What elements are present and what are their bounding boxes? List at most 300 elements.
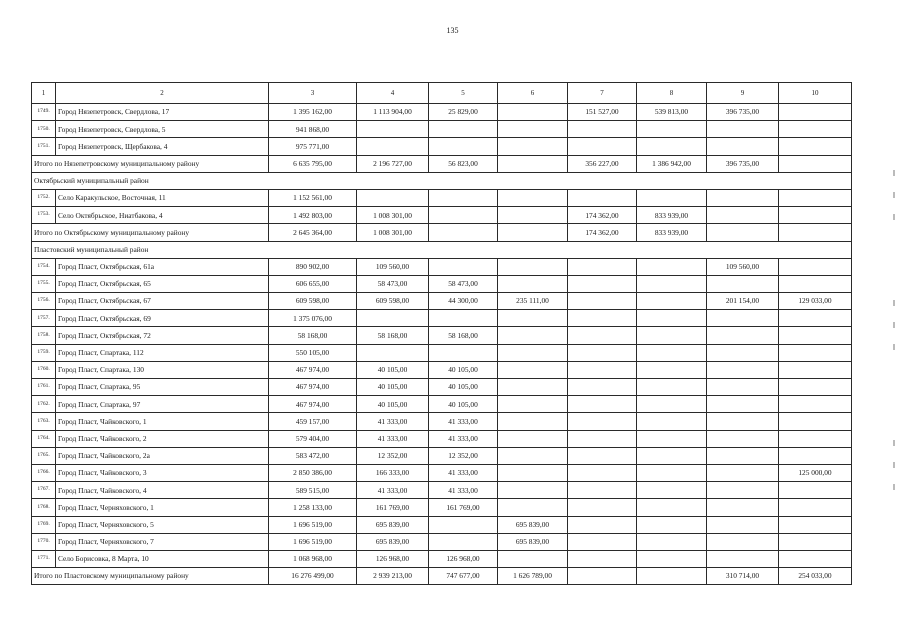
amount-cell: 833 939,00	[637, 207, 707, 224]
amount-cell	[568, 310, 637, 327]
amount-cell: 40 105,00	[429, 396, 498, 413]
address-cell: Город Пласт, Октябрьская, 65	[56, 275, 269, 292]
total-value-cell: 2 939 213,00	[357, 568, 429, 585]
amount-cell	[568, 138, 637, 155]
total-value-cell: 254 033,00	[779, 568, 852, 585]
amount-cell: 40 105,00	[429, 379, 498, 396]
total-label: Итого по Пластовскому муниципальному району	[32, 568, 269, 585]
amount-cell	[568, 189, 637, 206]
amount-cell: 12 352,00	[429, 447, 498, 464]
amount-cell	[357, 189, 429, 206]
total-value-cell	[498, 155, 568, 172]
amount-cell	[707, 275, 779, 292]
column-header: 2	[56, 83, 269, 104]
total-value-cell: 2 645 364,00	[269, 224, 357, 241]
amount-cell	[779, 104, 852, 121]
total-value-cell: 1 386 942,00	[637, 155, 707, 172]
amount-cell: 41 333,00	[429, 413, 498, 430]
amount-cell	[568, 430, 637, 447]
row-number-cell: 1771.	[32, 550, 56, 567]
amount-cell	[568, 396, 637, 413]
table-row	[32, 327, 852, 344]
table-row	[32, 447, 852, 464]
amount-cell	[779, 189, 852, 206]
amount-cell: 467 974,00	[269, 379, 357, 396]
amount-cell	[568, 327, 637, 344]
amount-cell: 129 033,00	[779, 293, 852, 310]
table-row	[32, 516, 852, 533]
amount-cell	[779, 275, 852, 292]
amount-cell	[498, 258, 568, 275]
amount-cell	[498, 121, 568, 138]
amount-cell	[637, 482, 707, 499]
amount-cell	[637, 447, 707, 464]
amount-cell: 1 152 561,00	[269, 189, 357, 206]
row-number-cell: 1763.	[32, 413, 56, 430]
address-cell: Село Каракульское, Восточная, 11	[56, 189, 269, 206]
total-value-cell: 747 677,00	[429, 568, 498, 585]
amount-cell	[498, 138, 568, 155]
total-value-cell: 56 823,00	[429, 155, 498, 172]
amount-cell	[429, 533, 498, 550]
amount-cell	[637, 516, 707, 533]
column-header: 6	[498, 83, 568, 104]
amount-cell: 201 154,00	[707, 293, 779, 310]
amount-cell	[429, 207, 498, 224]
page-number: 135	[446, 26, 459, 35]
address-cell: Город Пласт, Черняховского, 1	[56, 499, 269, 516]
table-row	[32, 189, 852, 206]
amount-cell: 44 300,00	[429, 293, 498, 310]
amount-cell	[429, 189, 498, 206]
address-cell: Город Пласт, Октябрьская, 72	[56, 327, 269, 344]
amount-cell: 583 472,00	[269, 447, 357, 464]
amount-cell: 109 560,00	[707, 258, 779, 275]
amount-cell: 579 404,00	[269, 430, 357, 447]
amount-cell	[779, 396, 852, 413]
table-row	[32, 258, 852, 275]
address-cell: Город Пласт, Чайковского, 2	[56, 430, 269, 447]
table-row	[32, 361, 852, 378]
amount-cell: 235 111,00	[498, 293, 568, 310]
amount-cell: 1 258 133,00	[269, 499, 357, 516]
row-number-cell: 1765.	[32, 447, 56, 464]
table-row	[32, 121, 852, 138]
amount-cell	[637, 138, 707, 155]
column-header: 10	[779, 83, 852, 104]
amount-cell	[637, 430, 707, 447]
address-cell: Город Пласт, Черняховского, 5	[56, 516, 269, 533]
amount-cell	[707, 379, 779, 396]
table-row	[32, 396, 852, 413]
total-value-cell: 16 276 499,00	[269, 568, 357, 585]
amount-cell	[707, 464, 779, 481]
amount-cell	[779, 138, 852, 155]
amount-cell	[568, 379, 637, 396]
amount-cell: 941 868,00	[269, 121, 357, 138]
amount-cell	[498, 447, 568, 464]
amount-cell	[637, 550, 707, 567]
amount-cell	[779, 344, 852, 361]
amount-cell	[707, 121, 779, 138]
total-value-cell	[779, 224, 852, 241]
amount-cell	[357, 310, 429, 327]
amount-cell	[568, 258, 637, 275]
amount-cell: 550 105,00	[269, 344, 357, 361]
amount-cell	[498, 430, 568, 447]
amount-cell	[637, 310, 707, 327]
amount-cell	[568, 447, 637, 464]
table-row	[32, 550, 852, 567]
amount-cell: 396 735,00	[707, 104, 779, 121]
column-header: 7	[568, 83, 637, 104]
address-cell: Город Пласт, Спартака, 95	[56, 379, 269, 396]
amount-cell: 1 696 519,00	[269, 533, 357, 550]
total-value-cell: 174 362,00	[568, 224, 637, 241]
amount-cell	[779, 310, 852, 327]
amount-cell	[498, 396, 568, 413]
row-number-cell: 1756.	[32, 293, 56, 310]
amount-cell: 975 771,00	[269, 138, 357, 155]
total-label: Итого по Нязепетровскому муниципальному району	[32, 155, 269, 172]
total-value-cell: 356 227,00	[568, 155, 637, 172]
row-number-cell: 1769.	[32, 516, 56, 533]
amount-cell	[707, 207, 779, 224]
address-cell: Город Пласт, Спартака, 112	[56, 344, 269, 361]
amount-cell	[779, 413, 852, 430]
address-cell: Город Пласт, Черняховского, 7	[56, 533, 269, 550]
column-header: 8	[637, 83, 707, 104]
amount-cell: 40 105,00	[429, 361, 498, 378]
amount-cell	[357, 138, 429, 155]
amount-cell	[498, 413, 568, 430]
amount-cell	[707, 516, 779, 533]
amount-cell: 58 473,00	[429, 275, 498, 292]
amount-cell: 166 333,00	[357, 464, 429, 481]
amount-cell	[637, 344, 707, 361]
address-cell: Город Пласт, Спартака, 97	[56, 396, 269, 413]
amount-cell: 161 769,00	[429, 499, 498, 516]
total-value-cell	[637, 568, 707, 585]
amount-cell: 151 527,00	[568, 104, 637, 121]
amount-cell: 41 333,00	[429, 482, 498, 499]
amount-cell: 12 352,00	[357, 447, 429, 464]
amount-cell	[707, 361, 779, 378]
amount-cell	[779, 361, 852, 378]
amount-cell: 41 333,00	[429, 430, 498, 447]
amount-cell	[707, 138, 779, 155]
amount-cell	[429, 258, 498, 275]
amount-cell	[498, 361, 568, 378]
amount-cell: 2 850 386,00	[269, 464, 357, 481]
amount-cell: 40 105,00	[357, 361, 429, 378]
amount-cell	[779, 533, 852, 550]
total-row	[32, 224, 852, 241]
total-value-cell	[429, 224, 498, 241]
table-row	[32, 482, 852, 499]
amount-cell: 1 068 968,00	[269, 550, 357, 567]
address-cell: Село Борисовка, 8 Марта, 10	[56, 550, 269, 567]
total-value-cell	[568, 568, 637, 585]
address-cell: Город Пласт, Чайковского, 4	[56, 482, 269, 499]
amount-cell	[707, 310, 779, 327]
amount-cell	[568, 533, 637, 550]
amount-cell: 467 974,00	[269, 396, 357, 413]
amount-cell: 161 769,00	[357, 499, 429, 516]
amount-cell	[707, 396, 779, 413]
amount-cell	[707, 189, 779, 206]
amount-cell: 58 473,00	[357, 275, 429, 292]
amount-cell	[707, 482, 779, 499]
amount-cell	[568, 464, 637, 481]
address-cell: Село Октябрьское, Ниатбакова, 4	[56, 207, 269, 224]
amount-cell	[637, 499, 707, 516]
row-number-cell: 1760.	[32, 361, 56, 378]
amount-cell	[637, 361, 707, 378]
amount-cell: 174 362,00	[568, 207, 637, 224]
amount-cell	[707, 533, 779, 550]
total-value-cell: 2 196 727,00	[357, 155, 429, 172]
amount-cell	[779, 482, 852, 499]
table-row	[32, 310, 852, 327]
amount-cell: 1 008 301,00	[357, 207, 429, 224]
amount-cell	[779, 379, 852, 396]
amount-cell: 890 902,00	[269, 258, 357, 275]
amount-cell	[568, 550, 637, 567]
amount-cell	[637, 327, 707, 344]
total-value-cell: 833 939,00	[637, 224, 707, 241]
amount-cell	[568, 516, 637, 533]
amount-cell: 1 395 162,00	[269, 104, 357, 121]
address-cell: Город Нязепетровск, Щербакова, 4	[56, 138, 269, 155]
amount-cell	[707, 499, 779, 516]
total-value-cell	[707, 224, 779, 241]
address-cell: Город Нязепетровск, Свердлова, 17	[56, 104, 269, 121]
amount-cell: 1 375 076,00	[269, 310, 357, 327]
row-number-cell: 1766.	[32, 464, 56, 481]
amount-cell: 695 839,00	[498, 516, 568, 533]
amount-cell	[707, 413, 779, 430]
amount-cell: 41 333,00	[357, 482, 429, 499]
amount-cell	[637, 379, 707, 396]
amount-cell	[568, 482, 637, 499]
amount-cell: 58 168,00	[429, 327, 498, 344]
row-number-cell: 1770.	[32, 533, 56, 550]
amount-cell	[498, 482, 568, 499]
row-number-cell: 1750.	[32, 121, 56, 138]
amount-cell: 41 333,00	[357, 430, 429, 447]
amount-cell	[568, 344, 637, 361]
amount-cell: 41 333,00	[429, 464, 498, 481]
amount-cell	[779, 550, 852, 567]
amount-cell	[707, 344, 779, 361]
amount-cell: 609 598,00	[269, 293, 357, 310]
amount-cell	[707, 430, 779, 447]
amount-cell	[707, 550, 779, 567]
table-row	[32, 430, 852, 447]
amount-cell	[779, 447, 852, 464]
row-number-cell: 1767.	[32, 482, 56, 499]
amount-cell: 606 655,00	[269, 275, 357, 292]
amount-cell	[498, 327, 568, 344]
amount-cell: 41 333,00	[357, 413, 429, 430]
amount-cell	[568, 275, 637, 292]
row-number-cell: 1753.	[32, 207, 56, 224]
amount-cell	[498, 310, 568, 327]
amount-cell	[498, 499, 568, 516]
amount-cell	[779, 327, 852, 344]
address-cell: Город Пласт, Спартака, 130	[56, 361, 269, 378]
total-value-cell: 310 714,00	[707, 568, 779, 585]
amount-cell	[568, 413, 637, 430]
amount-cell: 1 696 519,00	[269, 516, 357, 533]
table-row	[32, 207, 852, 224]
section-row	[32, 241, 852, 258]
row-number-cell: 1749.	[32, 104, 56, 121]
amount-cell	[637, 275, 707, 292]
row-number-cell: 1755.	[32, 275, 56, 292]
address-cell: Город Пласт, Октябрьская, 67	[56, 293, 269, 310]
address-cell: Город Пласт, Октябрьская, 69	[56, 310, 269, 327]
total-value-cell	[779, 155, 852, 172]
table-row	[32, 413, 852, 430]
table-header-row	[32, 83, 852, 104]
table-row	[32, 104, 852, 121]
amount-cell: 539 813,00	[637, 104, 707, 121]
amount-cell	[498, 104, 568, 121]
address-cell: Город Пласт, Чайковского, 1	[56, 413, 269, 430]
row-number-cell: 1751.	[32, 138, 56, 155]
row-number-cell: 1764.	[32, 430, 56, 447]
total-value-cell: 1 626 789,00	[498, 568, 568, 585]
amount-cell: 109 560,00	[357, 258, 429, 275]
amount-cell: 695 839,00	[498, 533, 568, 550]
amount-cell	[779, 499, 852, 516]
amount-cell	[498, 464, 568, 481]
amount-cell	[498, 379, 568, 396]
amount-cell	[707, 447, 779, 464]
row-number-cell: 1761.	[32, 379, 56, 396]
amount-cell: 1 113 904,00	[357, 104, 429, 121]
amount-cell	[429, 138, 498, 155]
section-row	[32, 172, 852, 189]
amount-cell	[637, 189, 707, 206]
row-number-cell: 1754.	[32, 258, 56, 275]
row-number-cell: 1768.	[32, 499, 56, 516]
table-row	[32, 533, 852, 550]
table-row	[32, 464, 852, 481]
total-value-cell	[498, 224, 568, 241]
amount-cell: 609 598,00	[357, 293, 429, 310]
amount-cell	[779, 516, 852, 533]
amount-cell	[637, 464, 707, 481]
amount-cell	[637, 533, 707, 550]
amount-cell	[637, 121, 707, 138]
amount-cell: 126 968,00	[357, 550, 429, 567]
amount-cell	[568, 293, 637, 310]
amount-cell: 695 839,00	[357, 516, 429, 533]
amount-cell: 40 105,00	[357, 396, 429, 413]
row-number-cell: 1757.	[32, 310, 56, 327]
column-header: 5	[429, 83, 498, 104]
address-cell: Город Нязепетровск, Свердлова, 5	[56, 121, 269, 138]
amount-cell	[568, 361, 637, 378]
table-row	[32, 293, 852, 310]
amount-cell	[568, 121, 637, 138]
total-label: Итого по Октябрьскому муниципальному району	[32, 224, 269, 241]
scan-margin-marks	[893, 170, 899, 590]
amount-cell	[429, 310, 498, 327]
amount-cell: 58 168,00	[269, 327, 357, 344]
amount-cell	[779, 121, 852, 138]
amount-cell: 459 157,00	[269, 413, 357, 430]
column-header: 4	[357, 83, 429, 104]
amount-cell	[779, 207, 852, 224]
amount-cell: 125 000,00	[779, 464, 852, 481]
total-value-cell: 1 008 301,00	[357, 224, 429, 241]
table-row	[32, 275, 852, 292]
amount-cell	[637, 396, 707, 413]
row-number-cell: 1752.	[32, 189, 56, 206]
amount-cell	[498, 550, 568, 567]
amount-cell	[498, 189, 568, 206]
section-title: Пластовский муниципальный район	[32, 241, 852, 258]
amount-cell	[498, 275, 568, 292]
amount-cell: 25 829,00	[429, 104, 498, 121]
amount-cell	[429, 121, 498, 138]
amount-cell: 58 168,00	[357, 327, 429, 344]
amount-cell: 1 492 803,00	[269, 207, 357, 224]
amount-cell	[637, 293, 707, 310]
table-row	[32, 379, 852, 396]
column-header: 9	[707, 83, 779, 104]
column-header: 3	[269, 83, 357, 104]
amount-cell: 40 105,00	[357, 379, 429, 396]
amount-cell	[637, 258, 707, 275]
amount-cell	[429, 516, 498, 533]
amount-cell	[498, 207, 568, 224]
total-value-cell: 6 635 795,00	[269, 155, 357, 172]
amount-cell: 126 968,00	[429, 550, 498, 567]
section-title: Октябрьский муниципальный район	[32, 172, 852, 189]
amount-cell	[707, 327, 779, 344]
row-number-cell: 1762.	[32, 396, 56, 413]
amount-cell	[429, 344, 498, 361]
row-number-cell: 1758.	[32, 327, 56, 344]
total-row	[32, 155, 852, 172]
total-row	[32, 568, 852, 585]
table-row	[32, 344, 852, 361]
amount-cell	[498, 344, 568, 361]
amount-cell	[779, 258, 852, 275]
row-number-cell: 1759.	[32, 344, 56, 361]
address-cell: Город Пласт, Октябрьская, 61а	[56, 258, 269, 275]
amount-cell: 695 839,00	[357, 533, 429, 550]
address-cell: Город Пласт, Чайковского, 3	[56, 464, 269, 481]
table-row	[32, 138, 852, 155]
amount-cell	[779, 430, 852, 447]
amount-cell: 589 515,00	[269, 482, 357, 499]
column-header: 1	[32, 83, 56, 104]
table-row	[32, 499, 852, 516]
amount-cell	[357, 344, 429, 361]
address-cell: Город Пласт, Чайковского, 2а	[56, 447, 269, 464]
amount-cell: 467 974,00	[269, 361, 357, 378]
total-value-cell: 396 735,00	[707, 155, 779, 172]
amount-cell	[637, 413, 707, 430]
amount-cell	[568, 499, 637, 516]
register-table	[31, 82, 852, 585]
